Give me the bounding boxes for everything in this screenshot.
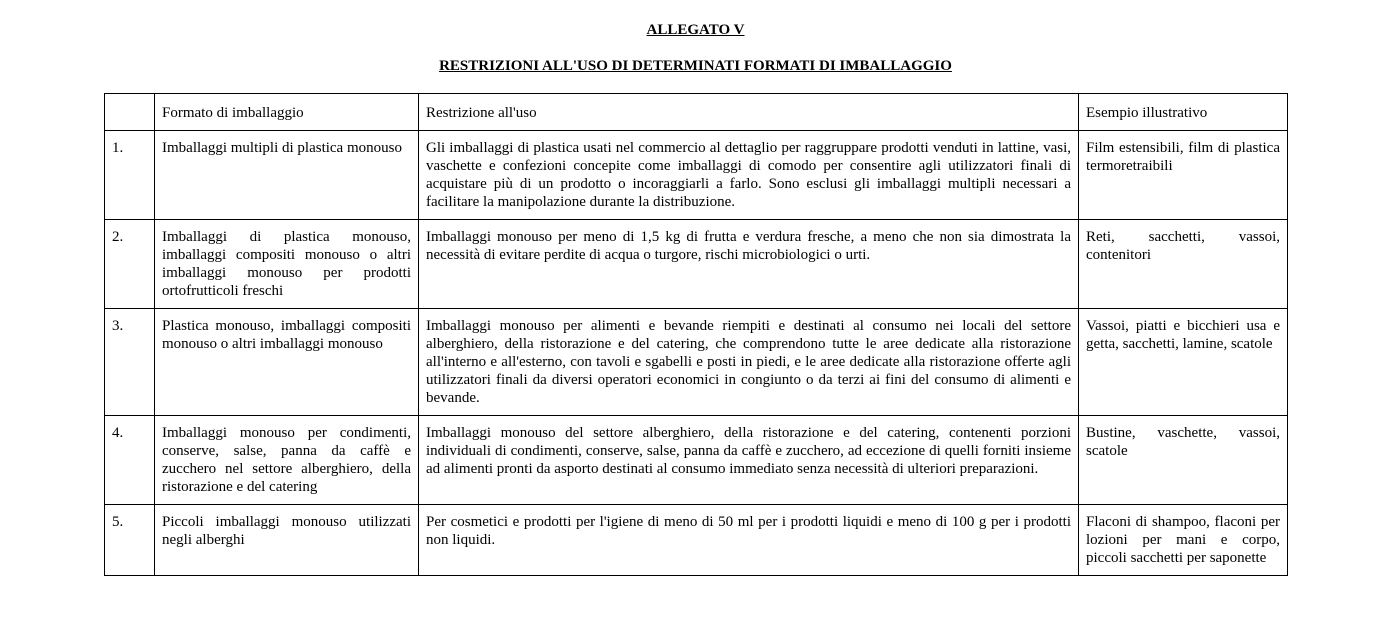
header-example: Esempio illustrativo	[1079, 94, 1288, 131]
illustrative-example: Vassoi, piatti e bicchieri usa e getta, sacchetti, lamine, scatole	[1079, 309, 1288, 416]
illustrative-example: Reti, sacchetti, vassoi, contenitori	[1079, 220, 1288, 309]
row-number: 1.	[105, 131, 155, 220]
table-row	[105, 220, 1288, 309]
header-number	[105, 94, 155, 131]
use-restriction: Per cosmetici e prodotti per l'igiene di meno di 50 ml per i prodotti liquidi e meno di 100 g per i prodotti non liquidi.	[419, 505, 1079, 576]
use-restriction: Imballaggi monouso del settore alberghiero, della ristorazione e del catering, contenenti porzioni individuali di condimenti, conserve, salse, panna da caffè e zucchero, ad eccezione di quelli forniti insieme ad alimenti pronti da asporto destinati al consumo immediato senza necessità di ulteriori preparazioni.	[419, 416, 1079, 505]
table-header-row	[105, 94, 1288, 131]
illustrative-example: Bustine, vaschette, vassoi, scatole	[1079, 416, 1288, 505]
use-restriction: Imballaggi monouso per meno di 1,5 kg di frutta e verdura fresche, a meno che non sia dimostrata la necessità di evitare perdite di acqua o turgore, rischi microbiologici o urti.	[419, 220, 1079, 309]
illustrative-example: Flaconi di shampoo, flaconi per lozioni per mani e corpo, piccoli sacchetti per saponette	[1079, 505, 1288, 576]
packaging-format: Imballaggi multipli di plastica monouso	[155, 131, 419, 220]
packaging-format: Plastica monouso, imballaggi compositi monouso o altri imballaggi monouso	[155, 309, 419, 416]
row-number: 2.	[105, 220, 155, 309]
header-restriction: Restrizione all'uso	[419, 94, 1079, 131]
row-number: 5.	[105, 505, 155, 576]
packaging-format: Imballaggi monouso per condimenti, conserve, salse, panna da caffè e zucchero nel settore alberghiero, della ristorazione e del catering	[155, 416, 419, 505]
packaging-format: Imballaggi di plastica monouso, imballaggi compositi monouso o altri imballaggi monouso per prodotti ortofrutticoli freschi	[155, 220, 419, 309]
annex-title: ALLEGATO V	[646, 22, 745, 38]
table-row	[105, 309, 1288, 416]
table-row	[105, 416, 1288, 505]
restrictions-table	[104, 93, 1288, 576]
row-number: 4.	[105, 416, 155, 505]
header-format: Formato di imballaggio	[155, 94, 419, 131]
use-restriction: Gli imballaggi di plastica usati nel commercio al dettaglio per raggruppare prodotti venduti in lattine, vasi, vaschette e confezioni concepite come imballaggi di comodo per consentire agli utilizzatori finali di acquistare più di un prodotto o incoraggiarli a farlo. Sono esclusi gli imballaggi multipli necessari a facilitare la manipolazione durante la distribuzione.	[419, 131, 1079, 220]
use-restriction: Imballaggi monouso per alimenti e bevande riempiti e destinati al consumo nei locali del settore alberghiero, della ristorazione e del catering, che comprendono tutte le aree dedicate alla ristorazione all'interno e all'esterno, con tavoli e sgabelli e posti in piedi, e le aree dedicate alla ristorazione offerte agli utilizzatori finali da diversi operatori economici in congiunto o da terzi ai fini del consumo di alimenti e bevande.	[419, 309, 1079, 416]
table-row	[105, 131, 1288, 220]
row-number: 3.	[105, 309, 155, 416]
packaging-format: Piccoli imballaggi monouso utilizzati negli alberghi	[155, 505, 419, 576]
document-subtitle: RESTRIZIONI ALL'USO DI DETERMINATI FORMATI DI IMBALLAGGIO	[439, 58, 952, 74]
table-row	[105, 505, 1288, 576]
illustrative-example: Film estensibili, film di plastica termoretraibili	[1079, 131, 1288, 220]
